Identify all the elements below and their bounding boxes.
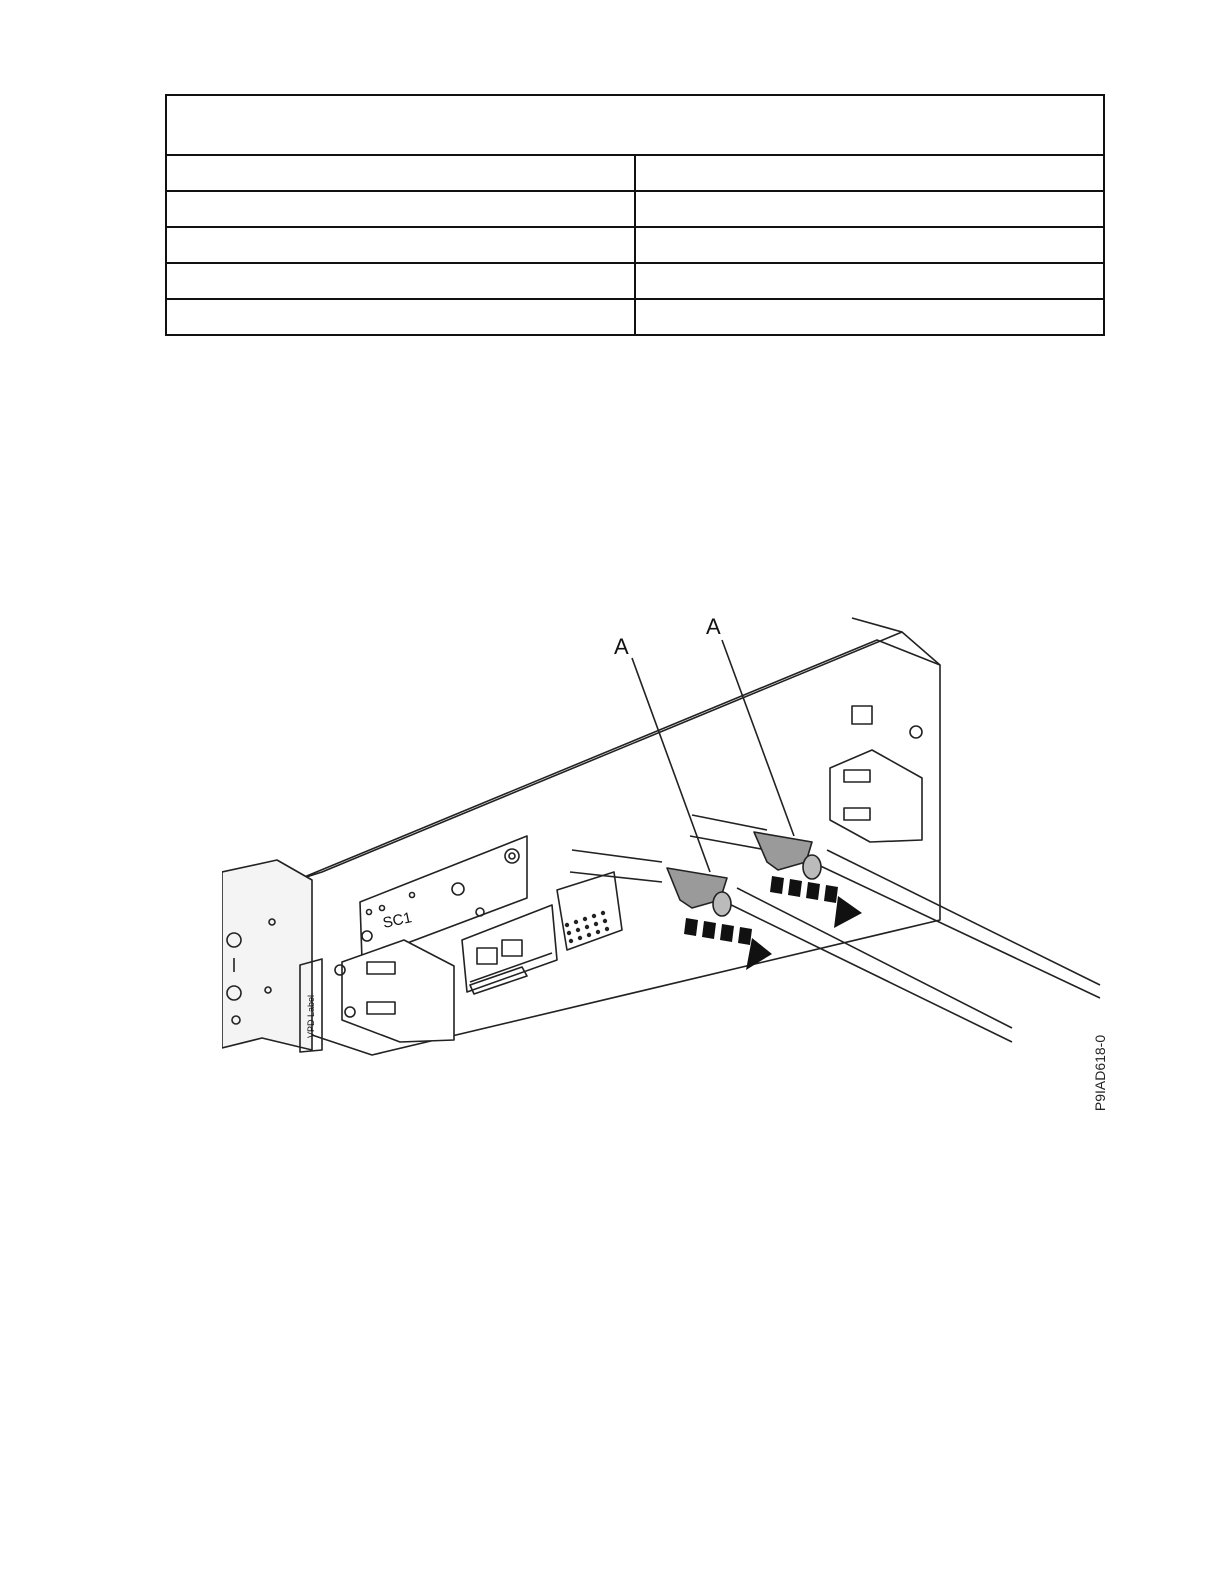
figure-id: P9IAD618-0 xyxy=(1092,1034,1108,1112)
table-caption xyxy=(166,95,1104,155)
sc1-label: SC1 xyxy=(381,909,414,932)
cable-removal-illustration xyxy=(222,610,1122,1130)
info-table xyxy=(165,94,1105,336)
table-row xyxy=(166,263,1104,299)
table-row xyxy=(166,155,1104,191)
table-cell xyxy=(635,299,1104,335)
table-cell xyxy=(635,191,1104,227)
table-row xyxy=(166,227,1104,263)
table-row xyxy=(166,299,1104,335)
left-mounting-bracket xyxy=(222,860,312,1050)
table-caption-row xyxy=(166,95,1104,155)
table-cell xyxy=(635,155,1104,191)
cable-2-collar xyxy=(803,855,821,879)
table-cell xyxy=(166,227,635,263)
callout-a-right: A xyxy=(706,614,721,639)
table-cell xyxy=(166,191,635,227)
cable-1-collar xyxy=(713,892,731,916)
chassis-corner xyxy=(852,618,902,632)
table-cell xyxy=(166,155,635,191)
table-cell xyxy=(635,227,1104,263)
table-cell xyxy=(166,299,635,335)
callout-a-left: A xyxy=(614,634,629,659)
table-row xyxy=(166,191,1104,227)
table-cell xyxy=(166,263,635,299)
table-cell xyxy=(635,263,1104,299)
vpd-label-text: VPD Label xyxy=(306,994,316,1038)
